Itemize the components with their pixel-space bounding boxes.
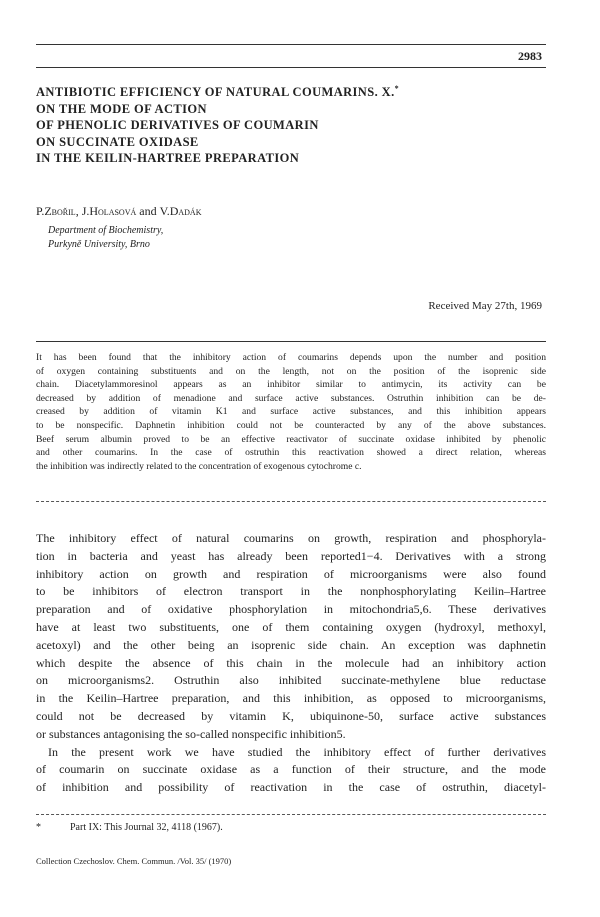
abstract-bottom-rule	[36, 501, 546, 502]
affiliation-line: Purkyně University, Brno	[48, 238, 150, 250]
body-line: to be inhibitors of electron transport in the nonphosphorylating Keilin–Hartree	[36, 584, 546, 599]
abstract-line: decreased by addition of menadione and surface active substances. Ostruthin inhibition can be de-	[36, 392, 546, 404]
abstract-line: chain. Diacetylammoresinol appears as an inhibitor similar to antimycin, its activity can be	[36, 379, 546, 391]
author-list: P.Zbořil, J.Holasová and V.Dadák	[36, 204, 202, 218]
author-name: J.Holasová	[81, 204, 137, 218]
body-line: in the Keilin–Hartree preparation, and this inhibition, as opposed to microorganisms,	[36, 691, 546, 706]
header-rule-lower	[36, 67, 546, 68]
body-line: of inhibition and possibility of reactivation in the case of ostruthin, diacetyl-	[36, 780, 546, 795]
body-line: acetoxyl) and the other being an isoprenic side chain. An exception was daphnetin	[36, 637, 546, 652]
author-name: P.Zbořil	[36, 204, 76, 218]
abstract-line: Beef serum albumin proved to be an effective reactivator of succinate oxidase inhibited by phenolic	[36, 433, 546, 445]
title-footnote-mark: *	[394, 83, 399, 93]
abstract	[36, 351, 546, 473]
author-name: V.Dadák	[159, 204, 202, 218]
title-line: ON THE MODE OF ACTION	[36, 101, 207, 116]
title-line: OF PHENOLIC DERIVATIVES OF COUMARIN	[36, 118, 319, 132]
body-line: could not be decreased by vitamin K, ubiquinone-50, surface active substances	[36, 708, 546, 723]
abstract-line: the inhibition was indirectly related to the concentration of exogenous cytochrome c.	[36, 460, 362, 472]
title-line: IN THE KEILIN-HARTREE PREPARATION	[36, 151, 300, 165]
footnote-rule	[36, 814, 546, 815]
abstract-line: of oxygen containing substituents and on the length, not on the position of the isoprenic side	[36, 365, 546, 377]
body-text	[36, 530, 546, 797]
abstract-line: and other coumarins. In the case of ostruthin this reactivation showed a direct relation, whereas	[36, 447, 546, 459]
body-line: or substances antagonising the so-called nonspecific inhibition5.	[36, 726, 346, 741]
affiliation-line: Department of Biochemistry,	[48, 225, 164, 236]
body-line: have at least two substituents, one of them containing oxygen (hydroxyl, methoxyl,	[36, 619, 546, 634]
title-line: ON SUCCINATE OXIDASE	[36, 134, 199, 149]
abstract-line: creased by addition of vitamin K1 and surface active substances, and this inhibition appears	[36, 406, 546, 418]
page-number: 2983	[518, 49, 542, 63]
body-line: preparation and of oxidative phosphorylation in mitochondria5,6. These derivatives	[36, 602, 546, 617]
received-date: Received May 27th, 1969	[428, 300, 542, 312]
footnote-text: Part IX: This Journal 32, 4118 (1967).	[70, 822, 223, 833]
footnote-mark: *	[36, 822, 41, 833]
body-line: of coumarin on succinate oxidase as a function of their structure, and the mode	[36, 762, 546, 777]
title-line: ANTIBIOTIC EFFICIENCY OF NATURAL COUMARINS. X.*	[36, 83, 399, 99]
journal-footer: Collection Czechoslov. Chem. Commun. /Vol. 35/ (1970)	[36, 856, 232, 866]
footnote	[36, 822, 223, 833]
affiliation	[48, 224, 163, 251]
body-line: In the present work we have studied the inhibitory effect of further derivatives	[48, 744, 546, 759]
abstract-line: It has been found that the inhibitory action of coumarins depends upon the number and position	[36, 352, 546, 363]
body-line: on microorganisms2. Ostruthin also inhibited succinate-methylene blue reductase	[36, 673, 546, 688]
article-title	[36, 84, 556, 167]
body-line: tion in bacteria and yeast has already been reported1−4. Derivatives with a strong	[36, 548, 546, 563]
body-line: inhibitory action on growth and respiration of microorganisms were also found	[36, 566, 546, 581]
abstract-line: to be nonspecific. Daphnetin inhibition could not be counteracted by any of the above substances.	[36, 419, 546, 431]
abstract-top-rule	[36, 341, 546, 342]
body-line: which despite the absence of this chain in the molecule had an inhibitory action	[36, 655, 546, 670]
body-line: The inhibitory effect of natural coumarins on growth, respiration and phosphoryla-	[36, 531, 546, 545]
header-rule	[36, 44, 546, 45]
